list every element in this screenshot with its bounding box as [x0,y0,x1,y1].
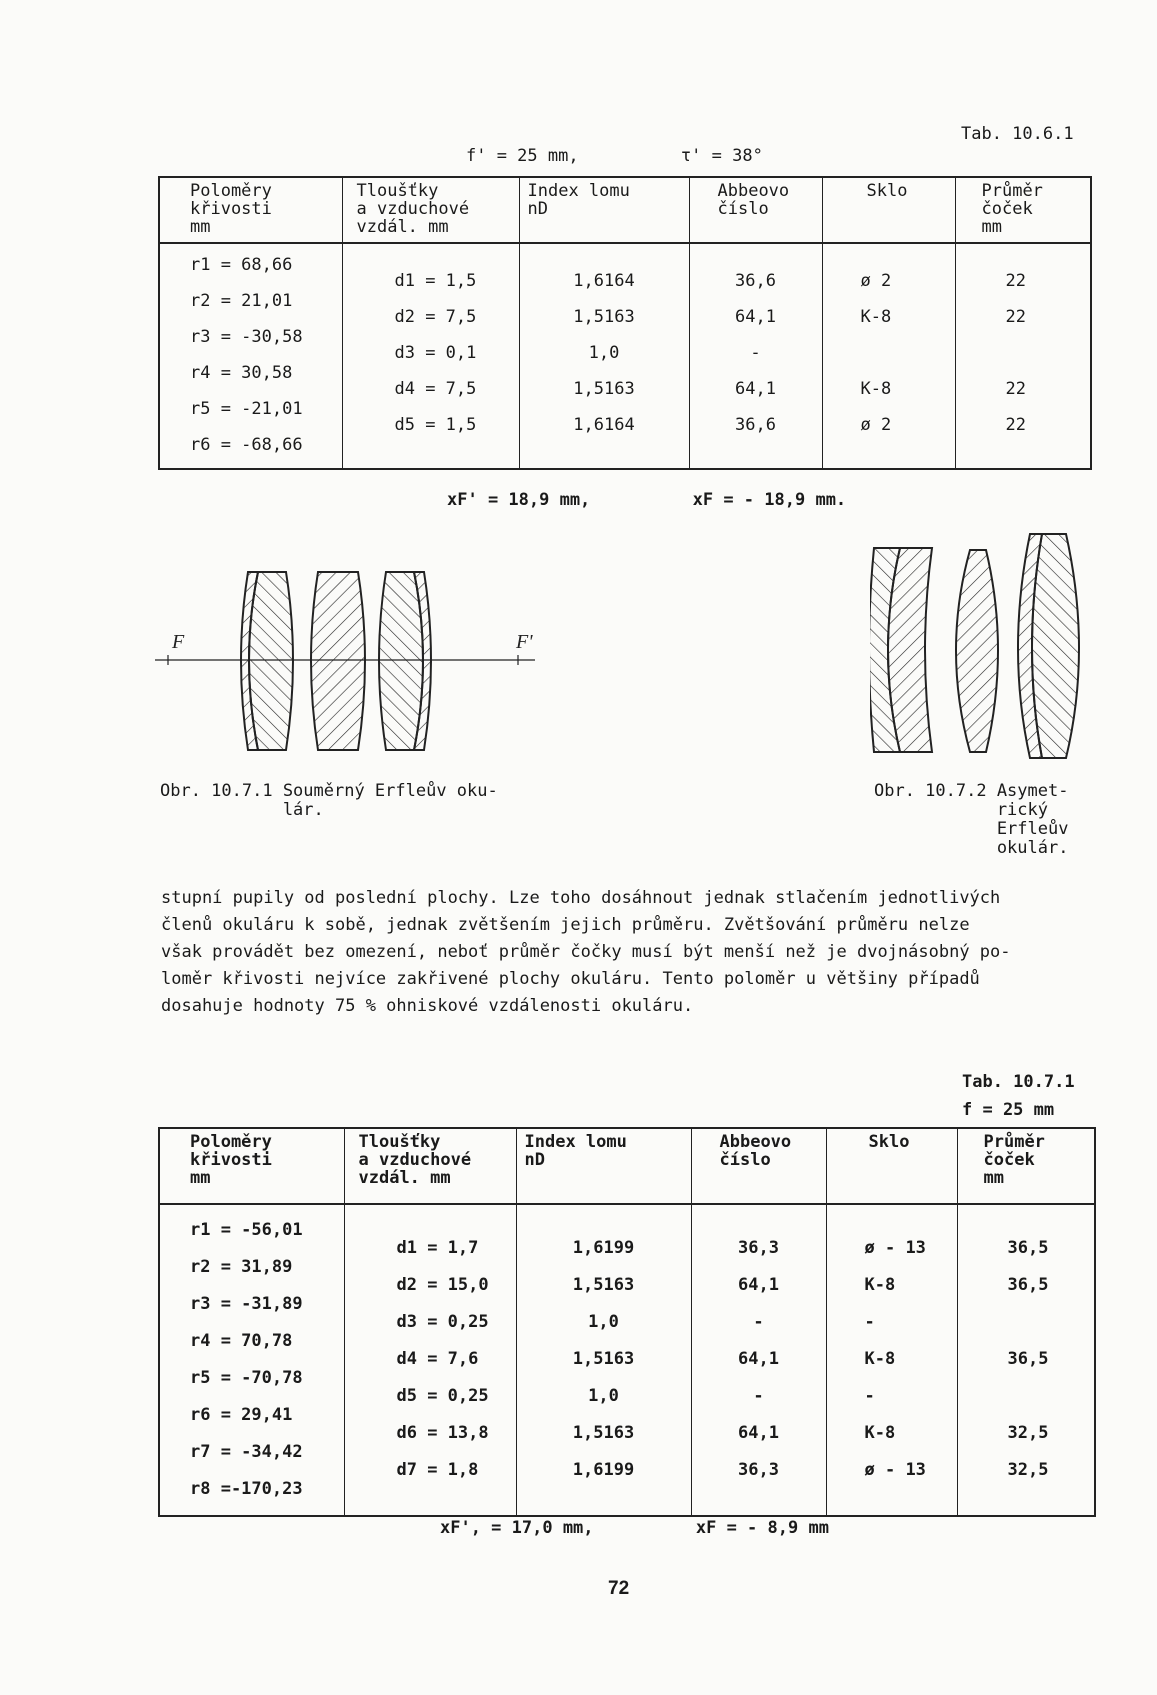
thickness-value: d2 = 7,5 [394,307,477,327]
lens-element-1 [241,572,293,750]
paragraph-line: dosahuje hodnoty 75 % ohniskové vzdálenosti okuláru. [161,996,694,1016]
abbe-value: - [750,343,761,363]
index-value: 1,5163 [572,1275,635,1295]
diameter-value: 22 [1005,379,1026,399]
abbe-value: 64,1 [735,307,776,327]
radius-value: r8 =-170,23 [190,1479,303,1499]
radius-value: r1 = -56,01 [190,1220,303,1240]
abbe-value: 64,1 [738,1275,779,1295]
lens-table-1 [158,176,1092,470]
radius-value: r6 = -68,66 [190,435,303,455]
index-value: 1,0 [588,1312,619,1332]
abbe-value: 36,6 [735,415,776,435]
lens-element-2 [311,572,365,750]
lens-table-2 [158,1127,1096,1517]
thickness-value: d6 = 13,8 [396,1423,489,1443]
glass-value: ø 2 [860,415,892,435]
radius-value: r3 = -31,89 [190,1294,303,1314]
thickness-value: d4 = 7,6 [396,1349,479,1369]
table1-footer: xF' = 18,9 mm, xF = - 18,9 mm. [447,490,847,510]
col-header-radii: Poloměry křivosti mm [159,177,342,243]
diameter-value: 22 [1005,415,1026,435]
page-number: 72 [608,1578,630,1599]
radius-value: r7 = -34,42 [190,1442,303,1462]
index-value: 1,6164 [573,271,635,291]
glass-value: K-8 [864,1349,896,1369]
thickness-value: d1 = 1,7 [396,1238,479,1258]
col-header-glass: Sklo [822,177,955,243]
table2-label: Tab. 10.7.1 [962,1072,1075,1092]
glass-value: K-8 [864,1275,896,1295]
table1-label: Tab. 10.6.1 [961,124,1074,144]
figure-asymmetric-erfle [870,530,1100,780]
thickness-value: d1 = 1,5 [394,271,477,291]
thickness-value: d2 = 15,0 [396,1275,489,1295]
radius-value: r1 = 68,66 [190,255,293,275]
radius-value: r4 = 30,58 [190,363,293,383]
index-value: 1,6164 [573,415,635,435]
glass-value: - [864,1386,875,1406]
index-value: 1,5163 [572,1423,635,1443]
index-value: 1,0 [588,343,620,363]
thickness-value: d3 = 0,25 [396,1312,489,1332]
thickness-value: d4 = 7,5 [394,379,477,399]
table2-footer: xF', = 17,0 mm, xF = - 8,9 mm [440,1518,829,1538]
col-header-diameter: Průměr čoček mm [957,1128,1095,1204]
thickness-value: d5 = 1,5 [394,415,477,435]
index-value: 1,5163 [573,307,635,327]
focus-label-F: F [172,631,185,653]
radius-value: r2 = 31,89 [190,1257,293,1277]
abbe-value: - [753,1386,764,1406]
lens-element-3 [379,572,431,750]
focus-label-F-prime: F' [516,631,533,653]
col-header-abbe: Abbeovo číslo [689,177,822,243]
diameter-value: 36,5 [1007,1275,1049,1295]
col-header-abbe: Abbeovo číslo [691,1128,826,1204]
body-paragraph [161,885,1131,1020]
table2-params: f = 25 mm [962,1100,1055,1120]
col-header-index: Index lomu nD [516,1128,691,1204]
radius-value: r4 = 70,78 [190,1331,293,1351]
col-header-index: Index lomu nD [519,177,689,243]
abbe-value: 64,1 [738,1423,779,1443]
paragraph-line: loměr křivosti nejvíce zakřivené plochy okuláru. Tento poloměr u většiny případů [161,969,980,989]
index-value: 1,5163 [572,1349,635,1369]
col-header-thickness: Tloušťky a vzduchové vzdál. mm [344,1128,516,1204]
col-header-glass: Sklo [826,1128,957,1204]
index-value: 1,6199 [572,1460,635,1480]
index-value: 1,0 [588,1386,619,1406]
radius-value: r6 = 29,41 [190,1405,293,1425]
index-value: 1,6199 [572,1238,635,1258]
diameter-value: 36,5 [1007,1238,1049,1258]
thickness-value: d3 = 0,1 [394,343,477,363]
paragraph-line: členů okuláru k sobě, jednak zvětšením jejich průměru. Zvětšování průměru nelze [161,915,970,935]
radius-value: r5 = -70,78 [190,1368,303,1388]
col-header-radii: Poloměry křivosti mm [159,1128,344,1204]
radius-value: r2 = 21,01 [190,291,293,311]
glass-value: ø - 13 [864,1238,926,1258]
table1-params: f' = 25 mm, τ' = 38° [466,146,763,166]
index-value: 1,5163 [573,379,635,399]
abbe-value: 64,1 [738,1349,779,1369]
diameter-value [958,1307,1095,1337]
radius-value: r5 = -21,01 [190,399,303,419]
lens-element-biconvex [956,550,998,752]
thickness-value: d7 = 1,8 [396,1460,479,1480]
diameter-value: 36,5 [1007,1349,1049,1369]
glass-value: K-8 [860,307,892,327]
glass-value: ø - 13 [864,1460,926,1480]
glass-value [823,338,955,368]
abbe-value: 36,6 [735,271,776,291]
diameter-value: 22 [1005,271,1026,291]
diameter-value: 32,5 [1007,1460,1049,1480]
thickness-value: d5 = 0,25 [396,1386,489,1406]
diameter-value: 32,5 [1007,1423,1049,1443]
glass-value: K-8 [860,379,892,399]
diameter-value: 22 [1005,307,1026,327]
figure-symmetric-erfle [150,560,570,780]
glass-value: ø 2 [860,271,892,291]
abbe-value: - [753,1312,764,1332]
radius-value: r3 = -30,58 [190,327,303,347]
col-header-thickness: Tloušťky a vzduchové vzdál. mm [342,177,519,243]
col-header-diameter: Průměr čoček mm [955,177,1091,243]
lens-element-doublet [1018,534,1079,758]
diameter-value [956,338,1091,368]
abbe-value: 36,3 [738,1238,779,1258]
paragraph-line: však provádět bez omezení, neboť průměr čočky musí být menší než je dvojnásobný po- [161,942,1011,962]
lens-element-meniscus [870,548,932,752]
diameter-value [958,1381,1095,1411]
abbe-value: 36,3 [738,1460,779,1480]
figure1-caption: Obr. 10.7.1 Souměrný Erfleův oku- lár. [160,781,498,820]
abbe-value: 64,1 [735,379,776,399]
glass-value: K-8 [864,1423,896,1443]
paragraph-line: stupní pupily od poslední plochy. Lze toho dosáhnout jednak stlačením jednotlivých [161,888,1001,908]
glass-value: - [864,1312,875,1332]
figure2-caption: Obr. 10.7.2 Asymet- rický Erfleův okulár. [874,781,1069,858]
